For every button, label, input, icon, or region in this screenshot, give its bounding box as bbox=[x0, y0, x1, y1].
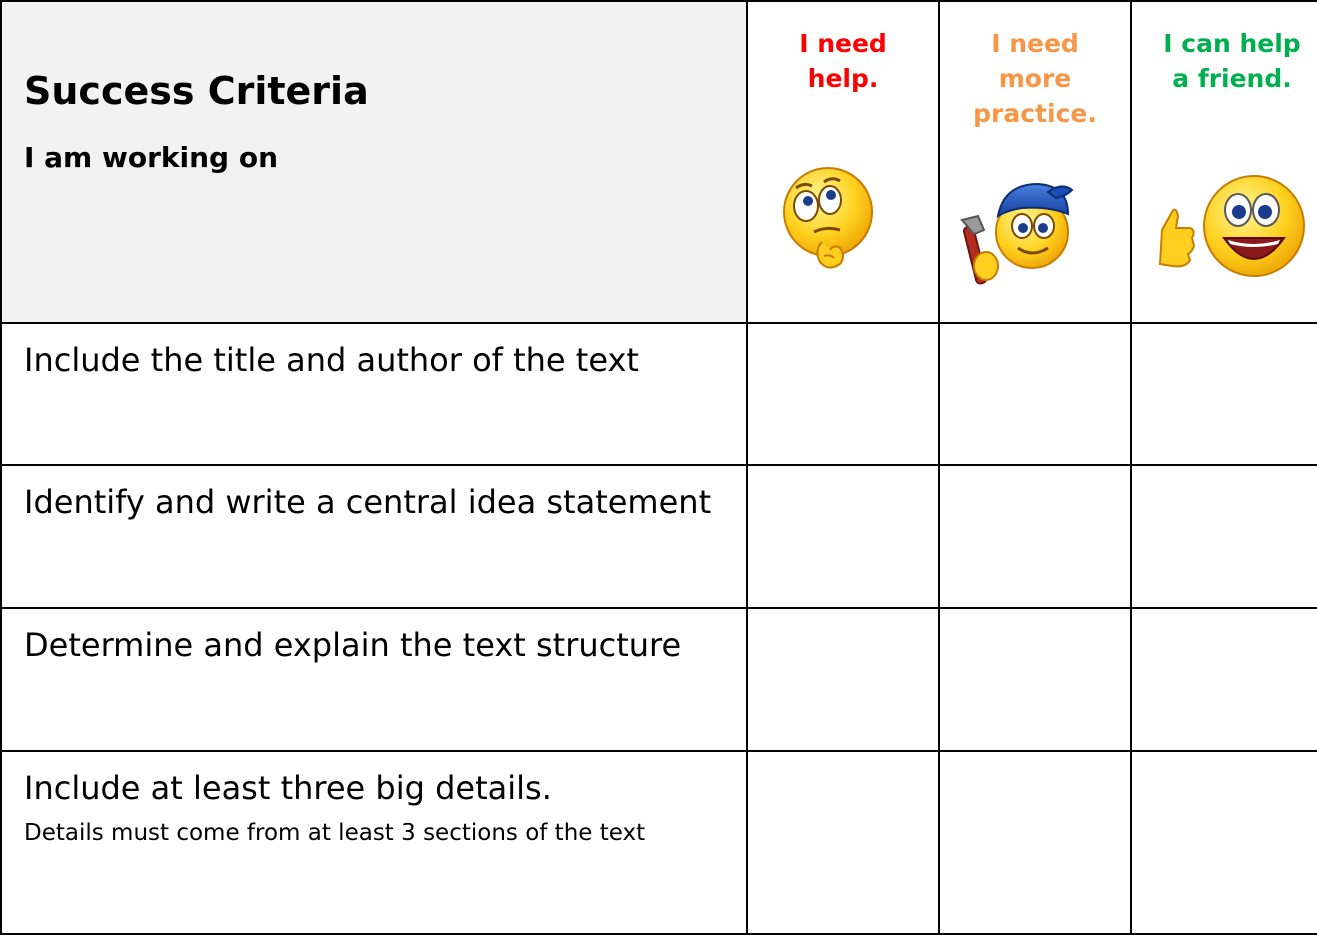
level-header-need-practice bbox=[939, 1, 1131, 323]
level-header-help-friend bbox=[1131, 1, 1317, 323]
criteria-row bbox=[1, 465, 1317, 608]
rating-cell-help-friend[interactable] bbox=[1131, 465, 1317, 608]
criteria-cell bbox=[1, 608, 747, 751]
rating-cell-need-practice[interactable] bbox=[939, 608, 1131, 751]
thinking-face-icon bbox=[770, 164, 880, 276]
rating-cell-help-friend[interactable] bbox=[1131, 608, 1317, 751]
rating-cell-need-help[interactable] bbox=[747, 751, 939, 934]
criteria-text: Identify and write a central idea statement bbox=[24, 483, 712, 522]
level-label-need-practice: I need more practice. bbox=[973, 29, 1097, 128]
page-subtitle: I am working on bbox=[24, 141, 279, 174]
criteria-header-cell bbox=[1, 1, 747, 323]
level-header-need-help bbox=[747, 1, 939, 323]
criteria-text: Include the title and author of the text bbox=[24, 340, 639, 379]
rating-cell-need-practice[interactable] bbox=[939, 465, 1131, 608]
level-label-help-friend: I can help a friend. bbox=[1163, 29, 1301, 93]
header-row bbox=[1, 1, 1317, 323]
level-label-need-help: I need help. bbox=[799, 29, 887, 93]
criteria-note: Details must come from at least 3 sections of the text bbox=[24, 819, 646, 846]
criteria-cell bbox=[1, 465, 747, 608]
rating-cell-need-help[interactable] bbox=[747, 465, 939, 608]
page-title: Success Criteria bbox=[24, 69, 369, 113]
rating-cell-need-practice[interactable] bbox=[939, 323, 1131, 466]
rating-cell-need-practice[interactable] bbox=[939, 751, 1131, 934]
rating-cell-help-friend[interactable] bbox=[1131, 751, 1317, 934]
rating-cell-need-help[interactable] bbox=[747, 608, 939, 751]
criteria-cell bbox=[1, 323, 747, 466]
thumbs-up-face-icon bbox=[1142, 172, 1312, 282]
criteria-text: Determine and explain the text structure bbox=[24, 626, 682, 665]
criteria-text: Include at least three big details. bbox=[24, 768, 552, 807]
repair-face-icon bbox=[952, 162, 1082, 294]
rating-cell-help-friend[interactable] bbox=[1131, 323, 1317, 466]
criteria-row bbox=[1, 608, 1317, 751]
criteria-cell bbox=[1, 751, 747, 934]
criteria-row bbox=[1, 323, 1317, 466]
criteria-row bbox=[1, 751, 1317, 934]
rating-cell-need-help[interactable] bbox=[747, 323, 939, 466]
